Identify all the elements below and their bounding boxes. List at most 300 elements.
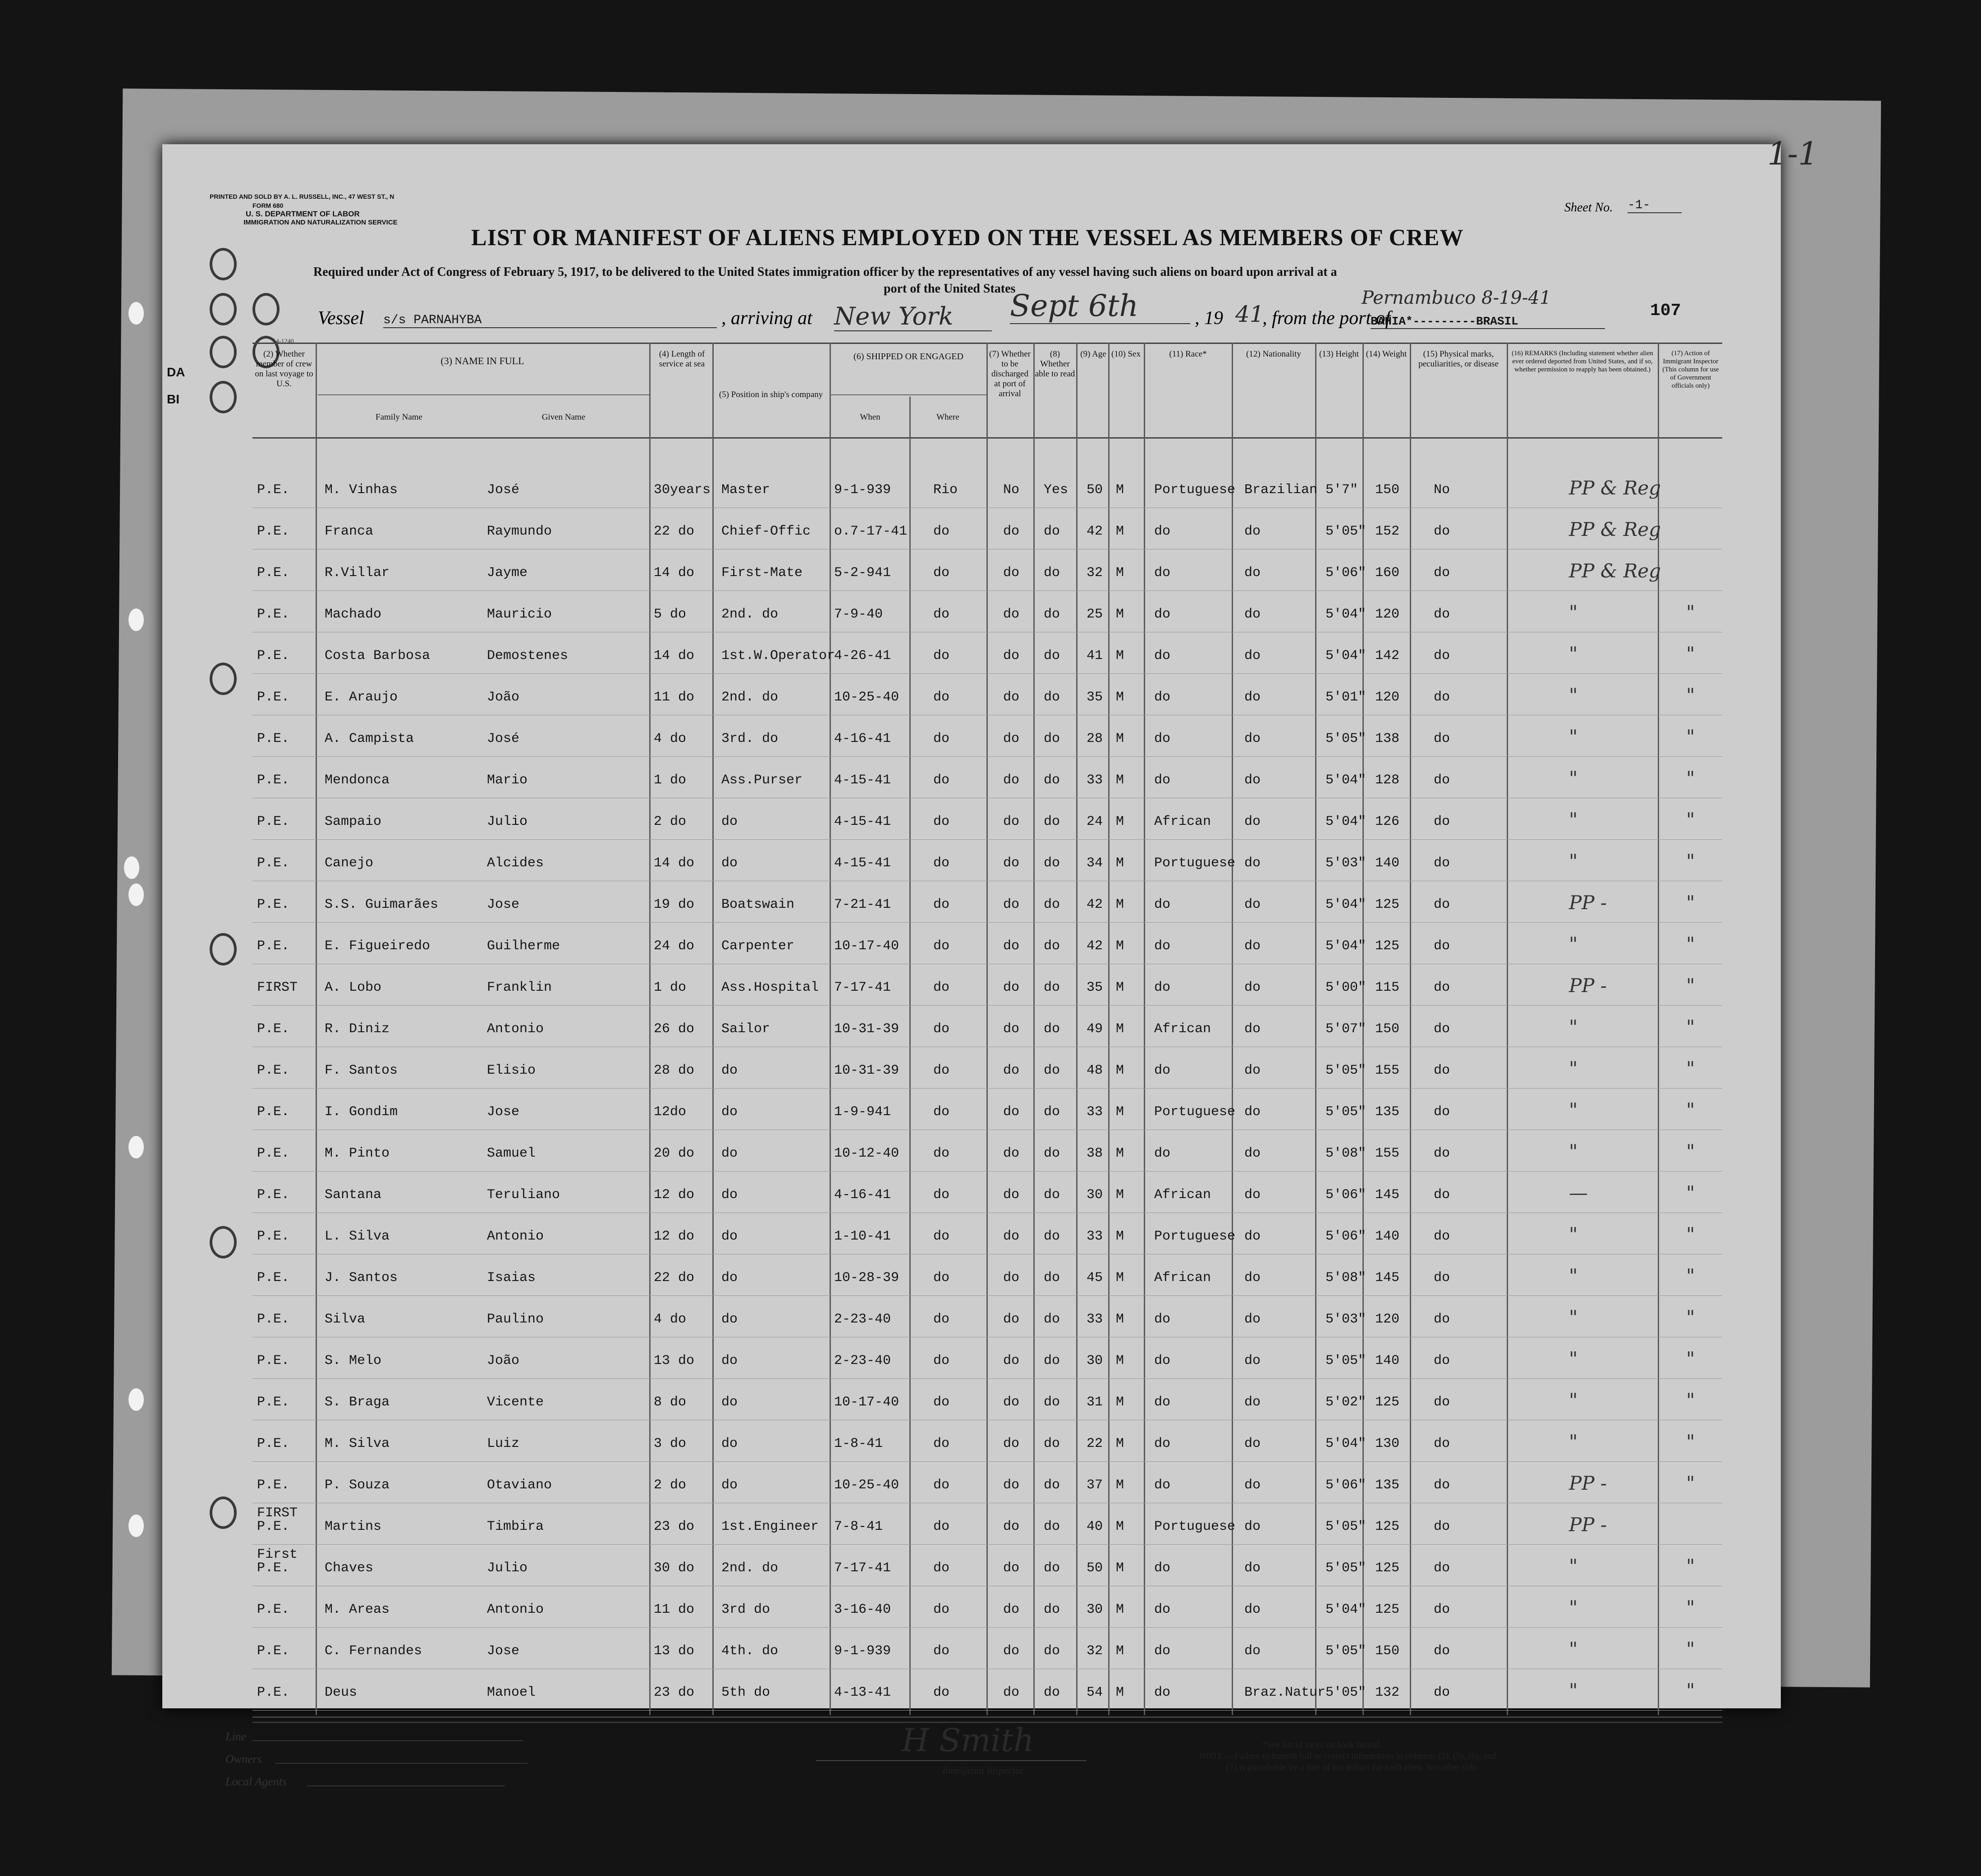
physical-marks: do xyxy=(1434,1104,1450,1120)
family-name: M. Silva xyxy=(325,1436,390,1451)
inspector-action: " xyxy=(1686,1306,1695,1328)
able-to-read: do xyxy=(1044,1602,1060,1617)
able-to-read: do xyxy=(1044,980,1060,995)
physical-marks: do xyxy=(1434,524,1450,539)
age: 42 xyxy=(1087,938,1103,954)
position: 3rd. do xyxy=(721,731,779,746)
family-name: Costa Barbosa xyxy=(325,648,431,663)
table-row xyxy=(252,1137,1722,1173)
page-number: 107 xyxy=(1650,301,1681,320)
table-row xyxy=(252,846,1722,883)
sex: M xyxy=(1116,648,1124,663)
required-line-2: port of the United States xyxy=(884,282,1016,296)
member-flag: P.E. xyxy=(257,814,290,829)
note-races: *See list of races on back hereof. xyxy=(1262,1740,1382,1750)
nationality: do xyxy=(1244,1312,1261,1327)
sex: M xyxy=(1116,1146,1124,1161)
nationality: do xyxy=(1244,1104,1261,1120)
height: 5'06" xyxy=(1325,1187,1367,1203)
punch-ring xyxy=(210,1226,237,1258)
inspector-action: " xyxy=(1686,1431,1695,1453)
given-name: Julio xyxy=(487,814,528,829)
sex: M xyxy=(1116,814,1124,829)
service-length: 1 do xyxy=(654,773,687,788)
year: 41 xyxy=(1235,301,1264,327)
height: 5'08" xyxy=(1325,1146,1367,1161)
inspector-action: " xyxy=(1686,767,1695,789)
inspector-action: " xyxy=(1686,1016,1695,1038)
service-length: 22 do xyxy=(654,1270,695,1286)
sex: M xyxy=(1116,1643,1124,1659)
able-to-read: Yes xyxy=(1044,482,1068,498)
family-name: J. Santos xyxy=(325,1270,398,1286)
discharged: No xyxy=(1003,482,1020,498)
shipped-where: do xyxy=(933,1187,950,1203)
member-flag: P.E. xyxy=(257,1104,290,1120)
nationality: Brazilian xyxy=(1244,482,1318,498)
age: 34 xyxy=(1087,856,1103,871)
race: do xyxy=(1154,1146,1171,1161)
member-flag: P.E. xyxy=(257,1478,290,1493)
nationality: do xyxy=(1244,1395,1261,1410)
inspector-action: " xyxy=(1686,1223,1695,1245)
weight: 140 xyxy=(1375,1353,1400,1368)
inspector-action: " xyxy=(1686,1099,1695,1121)
position: 4th. do xyxy=(721,1643,779,1659)
col-header-member: (2) Whether member of crew on last voyage to U.S. xyxy=(255,349,313,389)
family-name: Sampaio xyxy=(325,814,382,829)
given-name: Jose xyxy=(487,1643,520,1659)
physical-marks: do xyxy=(1434,731,1450,746)
table-row xyxy=(252,681,1722,717)
position: Ass.Hospital xyxy=(721,980,819,995)
sex: M xyxy=(1116,607,1124,622)
member-flag: P.E. xyxy=(257,773,290,788)
race: do xyxy=(1154,1353,1171,1368)
height: 5'01" xyxy=(1325,690,1367,705)
weight: 125 xyxy=(1375,897,1400,912)
table-row xyxy=(252,1344,1722,1380)
physical-marks: No xyxy=(1434,482,1450,498)
form-code: 14-1240 xyxy=(273,338,294,345)
position: do xyxy=(721,1146,738,1161)
height: 5'05" xyxy=(1325,1643,1367,1659)
member-flag: FIRST xyxy=(257,980,298,995)
remarks: " xyxy=(1569,1306,1578,1328)
table-row xyxy=(252,473,1722,509)
shipped-when: 1-8-41 xyxy=(834,1436,883,1451)
binder-hole xyxy=(128,1388,144,1411)
given-name: Otaviano xyxy=(487,1478,552,1493)
height: 5'06" xyxy=(1325,1478,1367,1493)
table-row xyxy=(252,1012,1722,1048)
sex: M xyxy=(1116,1602,1124,1617)
inspector-action: " xyxy=(1686,1057,1695,1080)
age: 22 xyxy=(1087,1436,1103,1451)
service-length: 28 do xyxy=(654,1063,695,1078)
inspector-action: " xyxy=(1686,1140,1695,1162)
age: 35 xyxy=(1087,980,1103,995)
service-length: 30years xyxy=(654,482,711,498)
col-header-given: Given Name xyxy=(541,412,586,422)
note-fine: (7) is punishable by a fine of ten dollars for each alien. See other side. xyxy=(1226,1762,1479,1772)
nationality: do xyxy=(1244,938,1261,954)
sex: M xyxy=(1116,482,1124,498)
table-row xyxy=(252,971,1722,1007)
position: Boatswain xyxy=(721,897,795,912)
member-flag: P.E. xyxy=(257,1643,290,1659)
table-row xyxy=(252,1220,1722,1256)
position: do xyxy=(721,856,738,871)
remarks: " xyxy=(1569,1679,1578,1702)
remarks: PP - xyxy=(1569,975,1607,997)
shipped-when: 1-9-941 xyxy=(834,1104,891,1120)
inspector-action: " xyxy=(1686,1679,1695,1702)
shipped-where: do xyxy=(933,565,950,581)
race: do xyxy=(1154,1436,1171,1451)
weight: 160 xyxy=(1375,565,1400,581)
department: U. S. DEPARTMENT OF LABOR xyxy=(246,210,360,218)
age: 33 xyxy=(1087,773,1103,788)
table-row xyxy=(252,1261,1722,1297)
height: 5'04" xyxy=(1325,814,1367,829)
punch-ring xyxy=(210,381,237,413)
physical-marks: do xyxy=(1434,690,1450,705)
shipped-where: do xyxy=(933,1063,950,1078)
given-name: Jose xyxy=(487,897,520,912)
shipped-when: 10-31-39 xyxy=(834,1063,899,1078)
printer-line: PRINTED AND SOLD BY A. L. RUSSELL, INC., 47 WEST ST., N xyxy=(210,193,394,200)
physical-marks: do xyxy=(1434,565,1450,581)
discharged: do xyxy=(1003,1560,1020,1576)
position: do xyxy=(721,1395,738,1410)
nationality: Braz.Natur xyxy=(1244,1685,1326,1700)
age: 24 xyxy=(1087,814,1103,829)
position: do xyxy=(721,814,738,829)
family-name: Martins xyxy=(325,1519,382,1534)
sex: M xyxy=(1116,1312,1124,1327)
race: African xyxy=(1154,1187,1211,1203)
shipped-when: 4-15-41 xyxy=(834,814,891,829)
binder-hole xyxy=(128,1136,144,1158)
sex: M xyxy=(1116,1021,1124,1037)
shipped-when: 4-15-41 xyxy=(834,773,891,788)
weight: 128 xyxy=(1375,773,1400,788)
age: 48 xyxy=(1087,1063,1103,1078)
sex: M xyxy=(1116,1270,1124,1286)
inspector-action: " xyxy=(1686,1472,1695,1494)
able-to-read: do xyxy=(1044,814,1060,829)
race: do xyxy=(1154,524,1171,539)
physical-marks: do xyxy=(1434,773,1450,788)
able-to-read: do xyxy=(1044,1478,1060,1493)
weight: 125 xyxy=(1375,1560,1400,1576)
family-name: E. Figueiredo xyxy=(325,938,431,954)
col-header-physical: (15) Physical marks, peculiarities, or disease xyxy=(1418,349,1499,369)
nationality: do xyxy=(1244,607,1261,622)
member-flag: P.E. xyxy=(257,607,290,622)
height: 5'04" xyxy=(1325,897,1367,912)
weight: 125 xyxy=(1375,1602,1400,1617)
given-name: Franklin xyxy=(487,980,552,995)
shipped-when: 9-1-939 xyxy=(834,482,891,498)
member-flag: P.E. xyxy=(257,1021,290,1037)
member-flag: P.E. xyxy=(257,1187,290,1203)
service-length: 5 do xyxy=(654,607,687,622)
col-header-length: (4) Length of service at sea xyxy=(659,349,705,369)
race: Portuguese xyxy=(1154,1104,1236,1120)
shipped-where: do xyxy=(933,1395,950,1410)
family-name: E. Araujo xyxy=(325,690,398,705)
given-name: Mario xyxy=(487,773,528,788)
remarks: " xyxy=(1569,1597,1578,1619)
height: 5'08" xyxy=(1325,1270,1367,1286)
punch-ring xyxy=(210,336,237,368)
remarks: " xyxy=(1569,1348,1578,1370)
weight: 145 xyxy=(1375,1187,1400,1203)
physical-marks: do xyxy=(1434,897,1450,912)
position: 2nd. do xyxy=(721,607,779,622)
inspector-action: " xyxy=(1686,809,1695,831)
physical-marks: do xyxy=(1434,607,1450,622)
owners-value: LLOYD BRASILEIRO xyxy=(275,1749,527,1764)
age: 32 xyxy=(1087,565,1103,581)
form-number: FORM 680 xyxy=(252,202,284,209)
binder-hole xyxy=(124,856,139,879)
family-name: Canejo xyxy=(325,856,374,871)
given-name: Vicente xyxy=(487,1395,544,1410)
discharged: do xyxy=(1003,607,1020,622)
family-name: P. Souza xyxy=(325,1478,390,1493)
height: 5'04" xyxy=(1325,773,1367,788)
weight: 130 xyxy=(1375,1436,1400,1451)
col-header-nationality: (12) Nationality xyxy=(1246,349,1301,359)
race: do xyxy=(1154,1560,1171,1576)
binder-hole xyxy=(128,609,144,631)
year-prefix: , 19 xyxy=(1195,308,1223,329)
discharged: do xyxy=(1003,773,1020,788)
discharged: do xyxy=(1003,1312,1020,1327)
discharged: do xyxy=(1003,1643,1020,1659)
inspector-action: " xyxy=(1686,601,1695,623)
race: Portuguese xyxy=(1154,1519,1236,1534)
member-flag: P.E. xyxy=(257,856,290,871)
shipped-where: do xyxy=(933,1436,950,1451)
from-port-label: , from the port of xyxy=(1262,308,1391,329)
nationality: do xyxy=(1244,1187,1261,1203)
weight: 138 xyxy=(1375,731,1400,746)
given-name: Julio xyxy=(487,1560,528,1576)
age: 49 xyxy=(1087,1021,1103,1037)
col-header-position: (5) Position in ship's company xyxy=(719,390,823,399)
shipped-where: do xyxy=(933,648,950,663)
position: do xyxy=(721,1229,738,1244)
age: 41 xyxy=(1087,648,1103,663)
family-name: S.S. Guimarães xyxy=(325,897,439,912)
height: 5'04" xyxy=(1325,1436,1367,1451)
age: 30 xyxy=(1087,1602,1103,1617)
height: 5'02" xyxy=(1325,1395,1367,1410)
shipped-where: do xyxy=(933,897,950,912)
shipped-where: do xyxy=(933,773,950,788)
sex: M xyxy=(1116,1187,1124,1203)
nationality: do xyxy=(1244,1478,1261,1493)
weight: 120 xyxy=(1375,1312,1400,1327)
age: 40 xyxy=(1087,1519,1103,1534)
physical-marks: do xyxy=(1434,1436,1450,1451)
discharged: do xyxy=(1003,1270,1020,1286)
position: 3rd do xyxy=(721,1602,770,1617)
remarks: " xyxy=(1569,1099,1578,1121)
service-length: 11 do xyxy=(654,690,695,705)
family-name: Mendonca xyxy=(325,773,390,788)
given-name: Paulino xyxy=(487,1312,544,1327)
owners-label: Owners xyxy=(225,1752,262,1766)
remarks: — xyxy=(1569,1182,1588,1204)
inspector-action: " xyxy=(1686,1182,1695,1204)
remarks: " xyxy=(1569,809,1578,831)
shipped-where: do xyxy=(933,607,950,622)
remarks: PP & Reg xyxy=(1569,518,1661,540)
shipped-when: 7-17-41 xyxy=(834,1560,891,1576)
shipped-when: 10-25-40 xyxy=(834,1478,899,1493)
race: do xyxy=(1154,690,1171,705)
service-length: 22 do xyxy=(654,524,695,539)
weight: 126 xyxy=(1375,814,1400,829)
sex: M xyxy=(1116,1685,1124,1700)
weight: 120 xyxy=(1375,690,1400,705)
race: Portuguese xyxy=(1154,1229,1236,1244)
shipped-where: do xyxy=(933,1519,950,1534)
nationality: do xyxy=(1244,897,1261,912)
physical-marks: do xyxy=(1434,938,1450,954)
port-handwritten: Pernambuco 8-19-41 xyxy=(1362,288,1551,308)
inspector-action: " xyxy=(1686,975,1695,997)
shipped-when: 5-2-941 xyxy=(834,565,891,581)
physical-marks: do xyxy=(1434,1021,1450,1037)
remarks: " xyxy=(1569,1265,1578,1287)
remarks: " xyxy=(1569,1431,1578,1453)
sex: M xyxy=(1116,1395,1124,1410)
sheet-label: Sheet No. xyxy=(1564,201,1613,215)
nationality: do xyxy=(1244,690,1261,705)
able-to-read: do xyxy=(1044,897,1060,912)
weight: 155 xyxy=(1375,1063,1400,1078)
physical-marks: do xyxy=(1434,1560,1450,1576)
discharged: do xyxy=(1003,1478,1020,1493)
remarks: " xyxy=(1569,933,1578,955)
age: 28 xyxy=(1087,731,1103,746)
shipped-where: do xyxy=(933,690,950,705)
height: 5'05" xyxy=(1325,1560,1367,1576)
member-flag: P.E. xyxy=(257,938,290,954)
nationality: do xyxy=(1244,1519,1261,1534)
col-header-remarks: (16) REMARKS (Including statement whether alien ever ordered deported from United States, and if so, whether permission to reapply has been obtained.) xyxy=(1512,350,1653,373)
inspector-action: " xyxy=(1686,643,1695,665)
shipped-when: o.7-17-41 xyxy=(834,524,908,539)
able-to-read: do xyxy=(1044,690,1060,705)
position: Sailor xyxy=(721,1021,770,1037)
given-name: Antonio xyxy=(487,1602,544,1617)
nationality: do xyxy=(1244,648,1261,663)
col-header-when: When xyxy=(860,412,880,422)
family-name: A. Campista xyxy=(325,731,414,746)
member-flag: P.E. xyxy=(257,565,290,581)
inspector-action: " xyxy=(1686,1555,1695,1577)
table-row xyxy=(252,1634,1722,1670)
age: 42 xyxy=(1087,524,1103,539)
height: 5'05" xyxy=(1325,524,1367,539)
shipped-where: do xyxy=(933,1229,950,1244)
sex: M xyxy=(1116,980,1124,995)
height: 5'05" xyxy=(1325,1063,1367,1078)
height: 5'00" xyxy=(1325,980,1367,995)
age: 42 xyxy=(1087,897,1103,912)
height: 5'05" xyxy=(1325,1104,1367,1120)
weight: 135 xyxy=(1375,1478,1400,1493)
member-flag: P.E. xyxy=(257,1063,290,1078)
position: Ass.Purser xyxy=(721,773,803,788)
race: do xyxy=(1154,1395,1171,1410)
weight: 140 xyxy=(1375,856,1400,871)
inspector-action: " xyxy=(1686,933,1695,955)
col-header-weight: (14) Weight xyxy=(1366,349,1407,359)
age: 54 xyxy=(1087,1685,1103,1700)
remarks: PP & Reg xyxy=(1569,477,1661,499)
table-row xyxy=(252,1303,1722,1339)
discharged: do xyxy=(1003,1104,1020,1120)
shipped-where: do xyxy=(933,731,950,746)
service-length: 2 do xyxy=(654,814,687,829)
physical-marks: do xyxy=(1434,1643,1450,1659)
able-to-read: do xyxy=(1044,1395,1060,1410)
given-name: Mauricio xyxy=(487,607,552,622)
table-row xyxy=(252,1469,1722,1505)
remarks: " xyxy=(1569,726,1578,748)
able-to-read: do xyxy=(1044,1063,1060,1078)
inspector-action: " xyxy=(1686,850,1695,872)
discharged: do xyxy=(1003,1602,1020,1617)
physical-marks: do xyxy=(1434,1270,1450,1286)
family-name: M. Pinto xyxy=(325,1146,390,1161)
age: 32 xyxy=(1087,1643,1103,1659)
family-name: R.Villar xyxy=(325,565,390,581)
nationality: do xyxy=(1244,1436,1261,1451)
position: 1st.W.Operator xyxy=(721,648,835,663)
shipped-where: do xyxy=(933,1643,950,1659)
sex: M xyxy=(1116,1353,1124,1368)
service-length: 14 do xyxy=(654,565,695,581)
age: 25 xyxy=(1087,607,1103,622)
table-row xyxy=(252,805,1722,841)
nationality: do xyxy=(1244,980,1261,995)
table-row xyxy=(252,1547,1722,1588)
note-failure: NOTE.—Failure to furnish full or correct information in columns (3), (5), (6), and xyxy=(1199,1751,1496,1761)
shipped-when: 10-28-39 xyxy=(834,1270,899,1286)
vessel-name: s/s PARNAHYBA xyxy=(383,313,717,328)
shipped-when: 7-21-41 xyxy=(834,897,891,912)
member-flag: First P.E. xyxy=(257,1547,298,1576)
discharged: do xyxy=(1003,1436,1020,1451)
binder-hole xyxy=(128,1515,144,1537)
race: do xyxy=(1154,648,1171,663)
service-length: 3 do xyxy=(654,1436,687,1451)
inspector-action: " xyxy=(1686,684,1695,706)
family-name: I. Gondim xyxy=(325,1104,398,1120)
nationality: do xyxy=(1244,1021,1261,1037)
weight: 150 xyxy=(1375,1021,1400,1037)
position: do xyxy=(721,1353,738,1368)
